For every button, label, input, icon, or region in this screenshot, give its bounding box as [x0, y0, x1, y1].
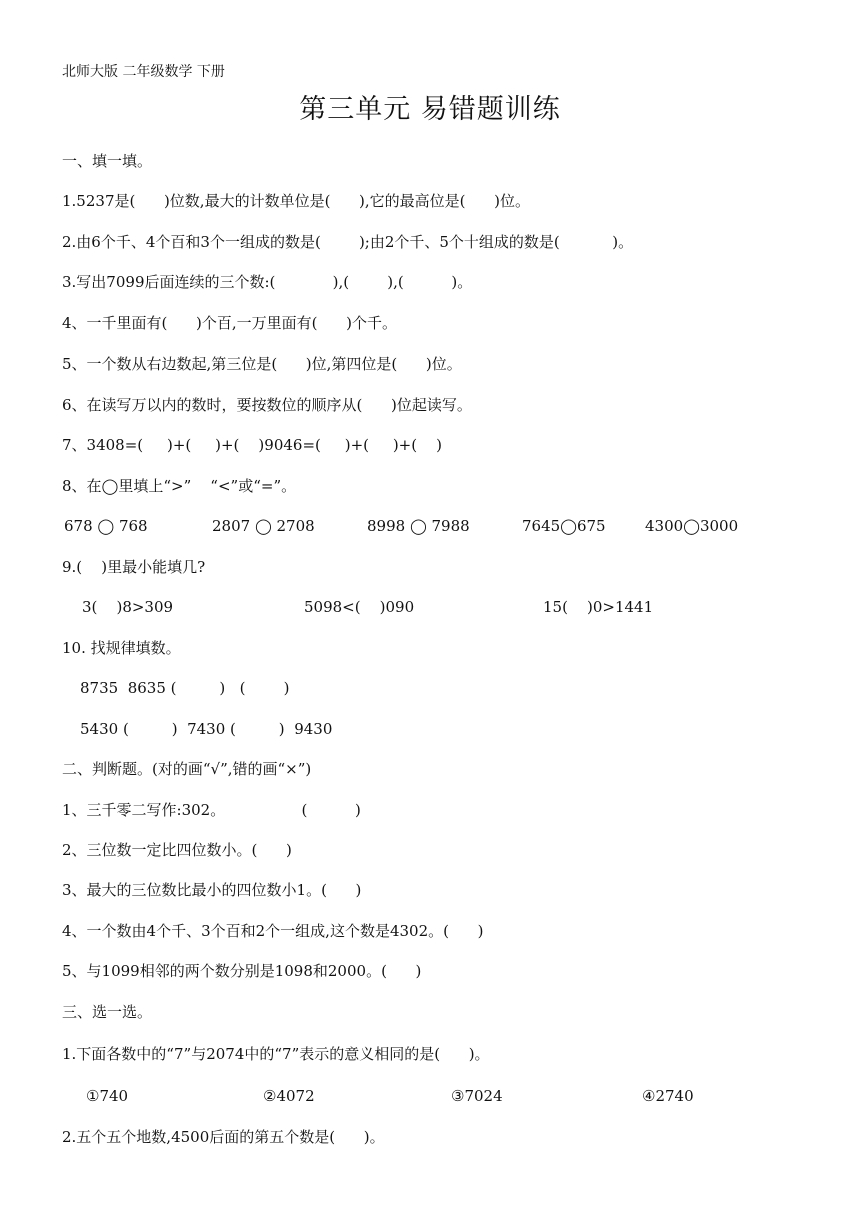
question-2-4: 4、一个数由4个千、3个百和2个一组成,这个数是4302。( )	[62, 922, 484, 940]
question-1-4: 4、一千里面有( )个百,一万里面有( )个千。	[62, 314, 397, 332]
question-1-1: 1.5237是( )位数,最大的计数单位是( ),它的最高位是( )位。	[62, 192, 530, 210]
compare-item: 7645◯675	[522, 517, 606, 535]
question-2-2: 2、三位数一定比四位数小。( )	[62, 841, 292, 859]
page-title: 第三单元 易错题训练	[299, 94, 561, 125]
section-heading-fill: 一、填一填。	[62, 152, 153, 170]
question-1-9: 9.( )里最小能填几?	[62, 558, 206, 576]
section-heading-judge: 二、判断题。(对的画“√”,错的画“×”)	[62, 760, 312, 778]
pattern-row-2: 5430 ( ) 7430 ( ) 9430	[80, 720, 333, 738]
question-1-10: 10. 找规律填数。	[62, 639, 181, 657]
section-heading-choose: 三、选一选。	[62, 1003, 153, 1021]
question-1-3: 3.写出7099后面连续的三个数:( ),( ),( )。	[62, 273, 473, 291]
question-2-5: 5、与1099相邻的两个数分别是1098和2000。( )	[62, 962, 422, 980]
question-2-3: 3、最大的三位数比最小的四位数小1。( )	[62, 881, 362, 899]
pattern-row-1: 8735 8635 ( ) ( )	[80, 679, 290, 697]
question-1-7: 7、3408=( )+( )+( )9046=( )+( )+( )	[62, 436, 443, 454]
min-digit-item: 3( )8>309	[82, 598, 174, 616]
min-digit-item: 5098<( )090	[304, 598, 415, 616]
question-1-8: 8、在◯里填上“>” “<”或“=”。	[62, 477, 297, 495]
question-1-5: 5、一个数从右边数起,第三位是( )位,第四位是( )位。	[62, 355, 462, 373]
question-1-2: 2.由6个千、4个百和3个一组成的数是( );由2个千、5个十组成的数是( )。	[62, 233, 634, 251]
choice-option: ④2740	[642, 1087, 694, 1105]
question-3-1: 1.下面各数中的“7”与2074中的“7”表示的意义相同的是( )。	[62, 1045, 490, 1063]
compare-item: 8998 ◯ 7988	[367, 517, 470, 535]
min-digit-item: 15( )0>1441	[543, 598, 654, 616]
question-1-6: 6、在读写万以内的数时，要按数位的顺序从( )位起读写。	[62, 396, 472, 414]
compare-item: 4300◯3000	[645, 517, 739, 535]
question-2-1: 1、三千零二写作:302。 ( )	[62, 801, 361, 819]
compare-item: 2807 ◯ 2708	[212, 517, 315, 535]
edition-header: 北师大版 二年级数学 下册	[62, 64, 225, 80]
choice-option: ②4072	[263, 1087, 315, 1105]
choice-option: ①740	[86, 1087, 129, 1105]
question-3-2: 2.五个五个地数,4500后面的第五个数是( )。	[62, 1128, 385, 1146]
compare-item: 678 ◯ 768	[64, 517, 148, 535]
choice-option: ③7024	[451, 1087, 503, 1105]
